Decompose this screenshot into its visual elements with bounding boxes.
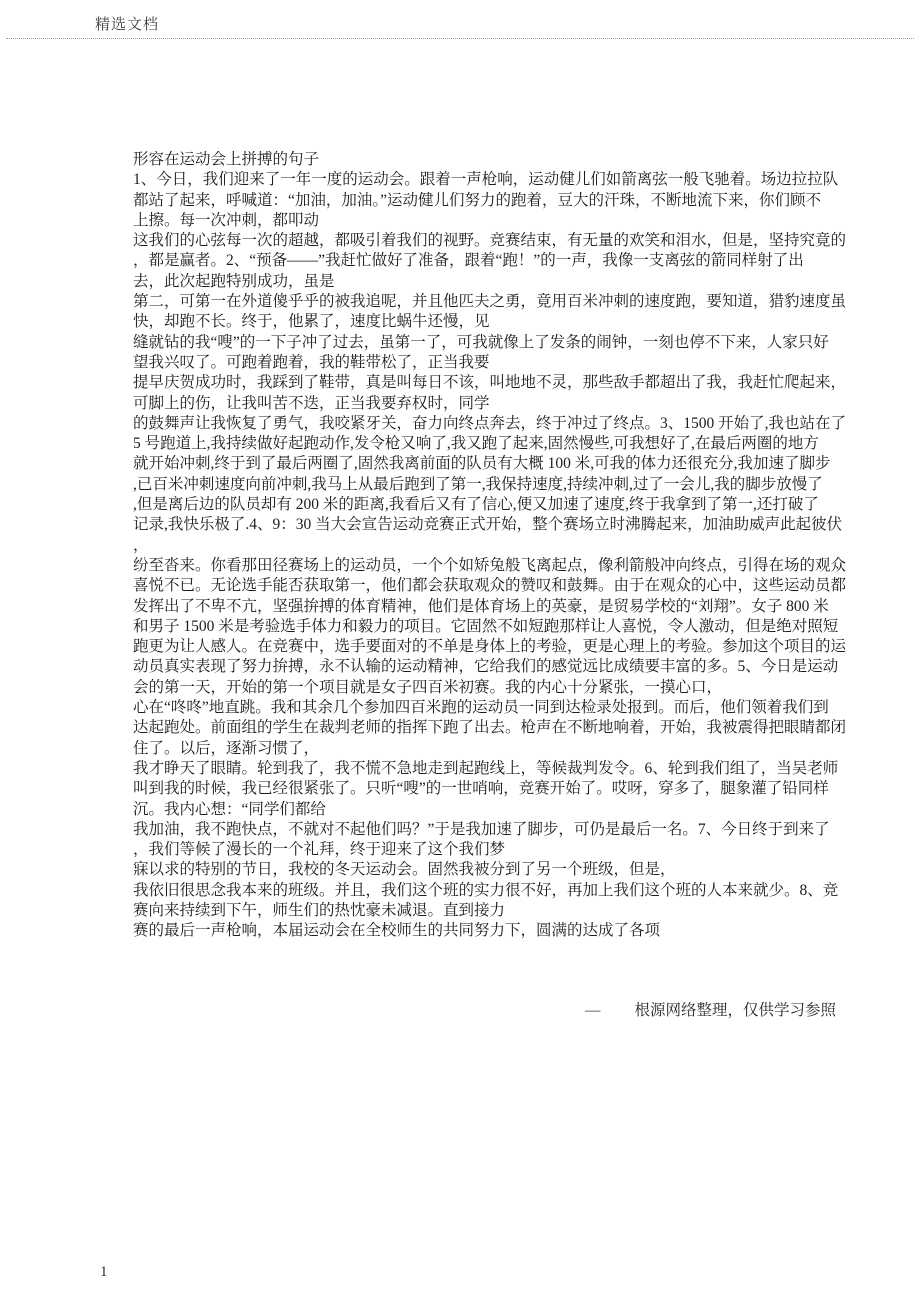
document-text-line: ,但是离后边的队员却有 200 米的距离,我看后又有了信心,便又加速了速度,终于我拿到了第一,还打破了 (133, 496, 819, 514)
document-text-line: 快，却跑不长。终于，他累了，速度比蜗牛还慢，见 (133, 313, 490, 331)
document-text-line: 动员真实表现了努力拚搏，永不认输的运动精神，它给我们的感觉远比成绩要丰富的多。5、今日是运动 (133, 658, 839, 676)
document-text-line: 上擦。每一次冲刺，都叩动 (133, 211, 320, 229)
document-text-line: 达起跑处。前面组的学生在裁判老师的指挥下跑了出去。枪声在不断地响着，开始，我被震得把眼睛都闭 (133, 719, 847, 737)
document-text-line: 发挥出了不卑不亢，坚强拚搏的体育精神，他们是体育场上的英豪，是贸易学校的“刘翔”。女子 800 米 (133, 597, 829, 615)
document-text-line: 这我们的心弦每一次的超越，都吸引着我们的视野。竞赛结束，有无量的欢笑和泪水，但是，坚持究竟的 (133, 232, 847, 250)
document-text-line: 纷至沓来。你看那田径赛场上的运动员，一个个如矫兔般飞离起点，像利箭般冲向终点，引得在场的观众 (133, 556, 847, 574)
document-text-line: ,已百米冲刺速度向前冲刺,我马上从最后跑到了第一,我保持速度,持续冲刺,过了一会儿,我的脚步放慢了 (133, 475, 823, 493)
document-text-line: 都站了起来，呼喊道：“加油，加油。”运动健儿们努力的跑着，豆大的汗珠，不断地流下来，你们顾不 (133, 191, 822, 209)
document-text-line: 会的第一天，开始的第一个项目就是女子四百米初赛。我的内心十分紧张，一摸心口， (133, 678, 723, 696)
document-text-line: 心在“咚咚”地直跳。我和其余几个参加四百米跑的运动员一同到达检录处报到。而后，他们领着我们到 (133, 699, 829, 717)
document-text-line: 我加油，我不跑快点，不就对不起他们吗？”于是我加速了脚步，可仍是最后一名。7、今日终于到来了 (133, 820, 830, 838)
header-divider-line (6, 38, 914, 39)
document-text-line: 住了。以后，逐渐习惯了， (133, 739, 320, 757)
document-text-line: 沉。我内心想：“同学们都给 (133, 800, 326, 818)
document-text-line: 赛向来持续到下午，师生们的热忱豪未减退。直到接力 (133, 901, 506, 919)
document-text-line: 的鼓舞声让我恢复了勇气，我咬紧牙关，奋力向终点奔去，终于冲过了终点。3、1500 开始了,我也站在了 (133, 414, 847, 432)
document-text-line: 我依旧很思念我本来的班级。并且，我们这个班的实力很不好，再加上我们这个班的人本来就少。8、竞 (133, 881, 839, 899)
document-text-line: 喜悦不已。无论选手能否获取第一，他们都会获取观众的赞叹和鼓舞。由于在观众的心中，这些运动员都 (133, 577, 847, 595)
document-text-line: 1、今日，我们迎来了一年一度的运动会。跟着一声枪响，运动健儿们如箭离弦一般飞驰着。场边拉拉队 (133, 171, 839, 189)
attribution-text: 根源网络整理，仅供学习参照 (634, 1002, 837, 1019)
attribution-dash: — (585, 1002, 601, 1019)
document-text-line: 和男子 1500 米是考验选手体力和毅力的项目。它固然不如短跑那样让人喜悦，令人激动，但是绝对照短 (133, 617, 839, 635)
document-text-line: 望我兴叹了。可跑着跑着，我的鞋带松了，正当我要 (133, 353, 490, 371)
document-text-line: 记录,我快乐极了.4、9：30 当大会宣告运动竞赛正式开始，整个赛场立时沸腾起来，加油助威声此起彼伏 (133, 516, 843, 534)
document-body (133, 150, 917, 942)
document-text-line: 去，此次起跑特别成功，虽是 (133, 272, 335, 290)
document-text-line: 可脚上的伤，让我叫苦不迭，正当我要弃权时，同学 (133, 394, 490, 412)
document-text-line: 我才睁天了眼睛。轮到我了，我不慌不急地走到起跑线上，等候裁判发令。6、轮到我们组了，当吴老师 (133, 759, 839, 777)
document-text-line: ， (133, 536, 149, 554)
document-text-line: 缝就钻的我“嗖”的一下子冲了过去，虽第一了，可我就像上了发条的闹钟，一刻也停不下来，人家只好 (133, 333, 829, 351)
document-text-line: 提早庆贺成功时，我踩到了鞋带，真是叫每日不该，叫地地不灵，那些敌手都超出了我，我赶忙爬起来， (133, 374, 847, 392)
document-text-line: 叫到我的时候，我已经很紧张了。只听“嗖”的一世哨响，竞赛开始了。哎呀，穿多了，腿象灌了铅同样 (133, 780, 829, 798)
document-text-line: 跑更为让人感人。在竞赛中，选手要面对的不单是身体上的考验，更是心理上的考验。参加这个项目的运 (133, 638, 847, 656)
document-text-line: 寐以求的特别的节日，我校的冬天运动会。固然我被分到了另一个班级，但是， (133, 861, 676, 879)
document-text-lines (133, 170, 917, 941)
document-text-line: 第二，可第一在外道傻乎乎的被我追呢，并且他匹夫之勇，竟用百米冲刺的速度跑，要知道，猎豹速度虽 (133, 293, 847, 311)
page-header-title: 精选文档 (95, 17, 160, 33)
document-text-line: ，都是赢者。2、“预备——”我赶忙做好了准备，跟着“跑！”的一声，我像一支离弦的箭同样射了出 (133, 252, 804, 270)
document-text-line: 就开始冲刺,终于到了最后两圈了,固然我离前面的队员有大概 100 米,可我的体力还很充分,我加速了脚步 (133, 455, 831, 473)
document-text-line: ，我们等候了漫长的一个礼拜，终于迎来了这个我们梦 (133, 841, 506, 859)
source-attribution (585, 998, 836, 1020)
document-text-line: 5 号跑道上,我持续做好起跑动作,发令枪又响了,我又跑了起来,固然慢些,可我想好了,在最后两圈的地方 (133, 435, 819, 453)
document-title-line: 形容在运动会上拼搏的句子 (133, 151, 320, 168)
page-number: 1 (100, 1264, 108, 1280)
document-text-line: 赛的最后一声枪响，本届运动会在全校师生的共同努力下，圆满的达成了各项 (133, 922, 661, 940)
